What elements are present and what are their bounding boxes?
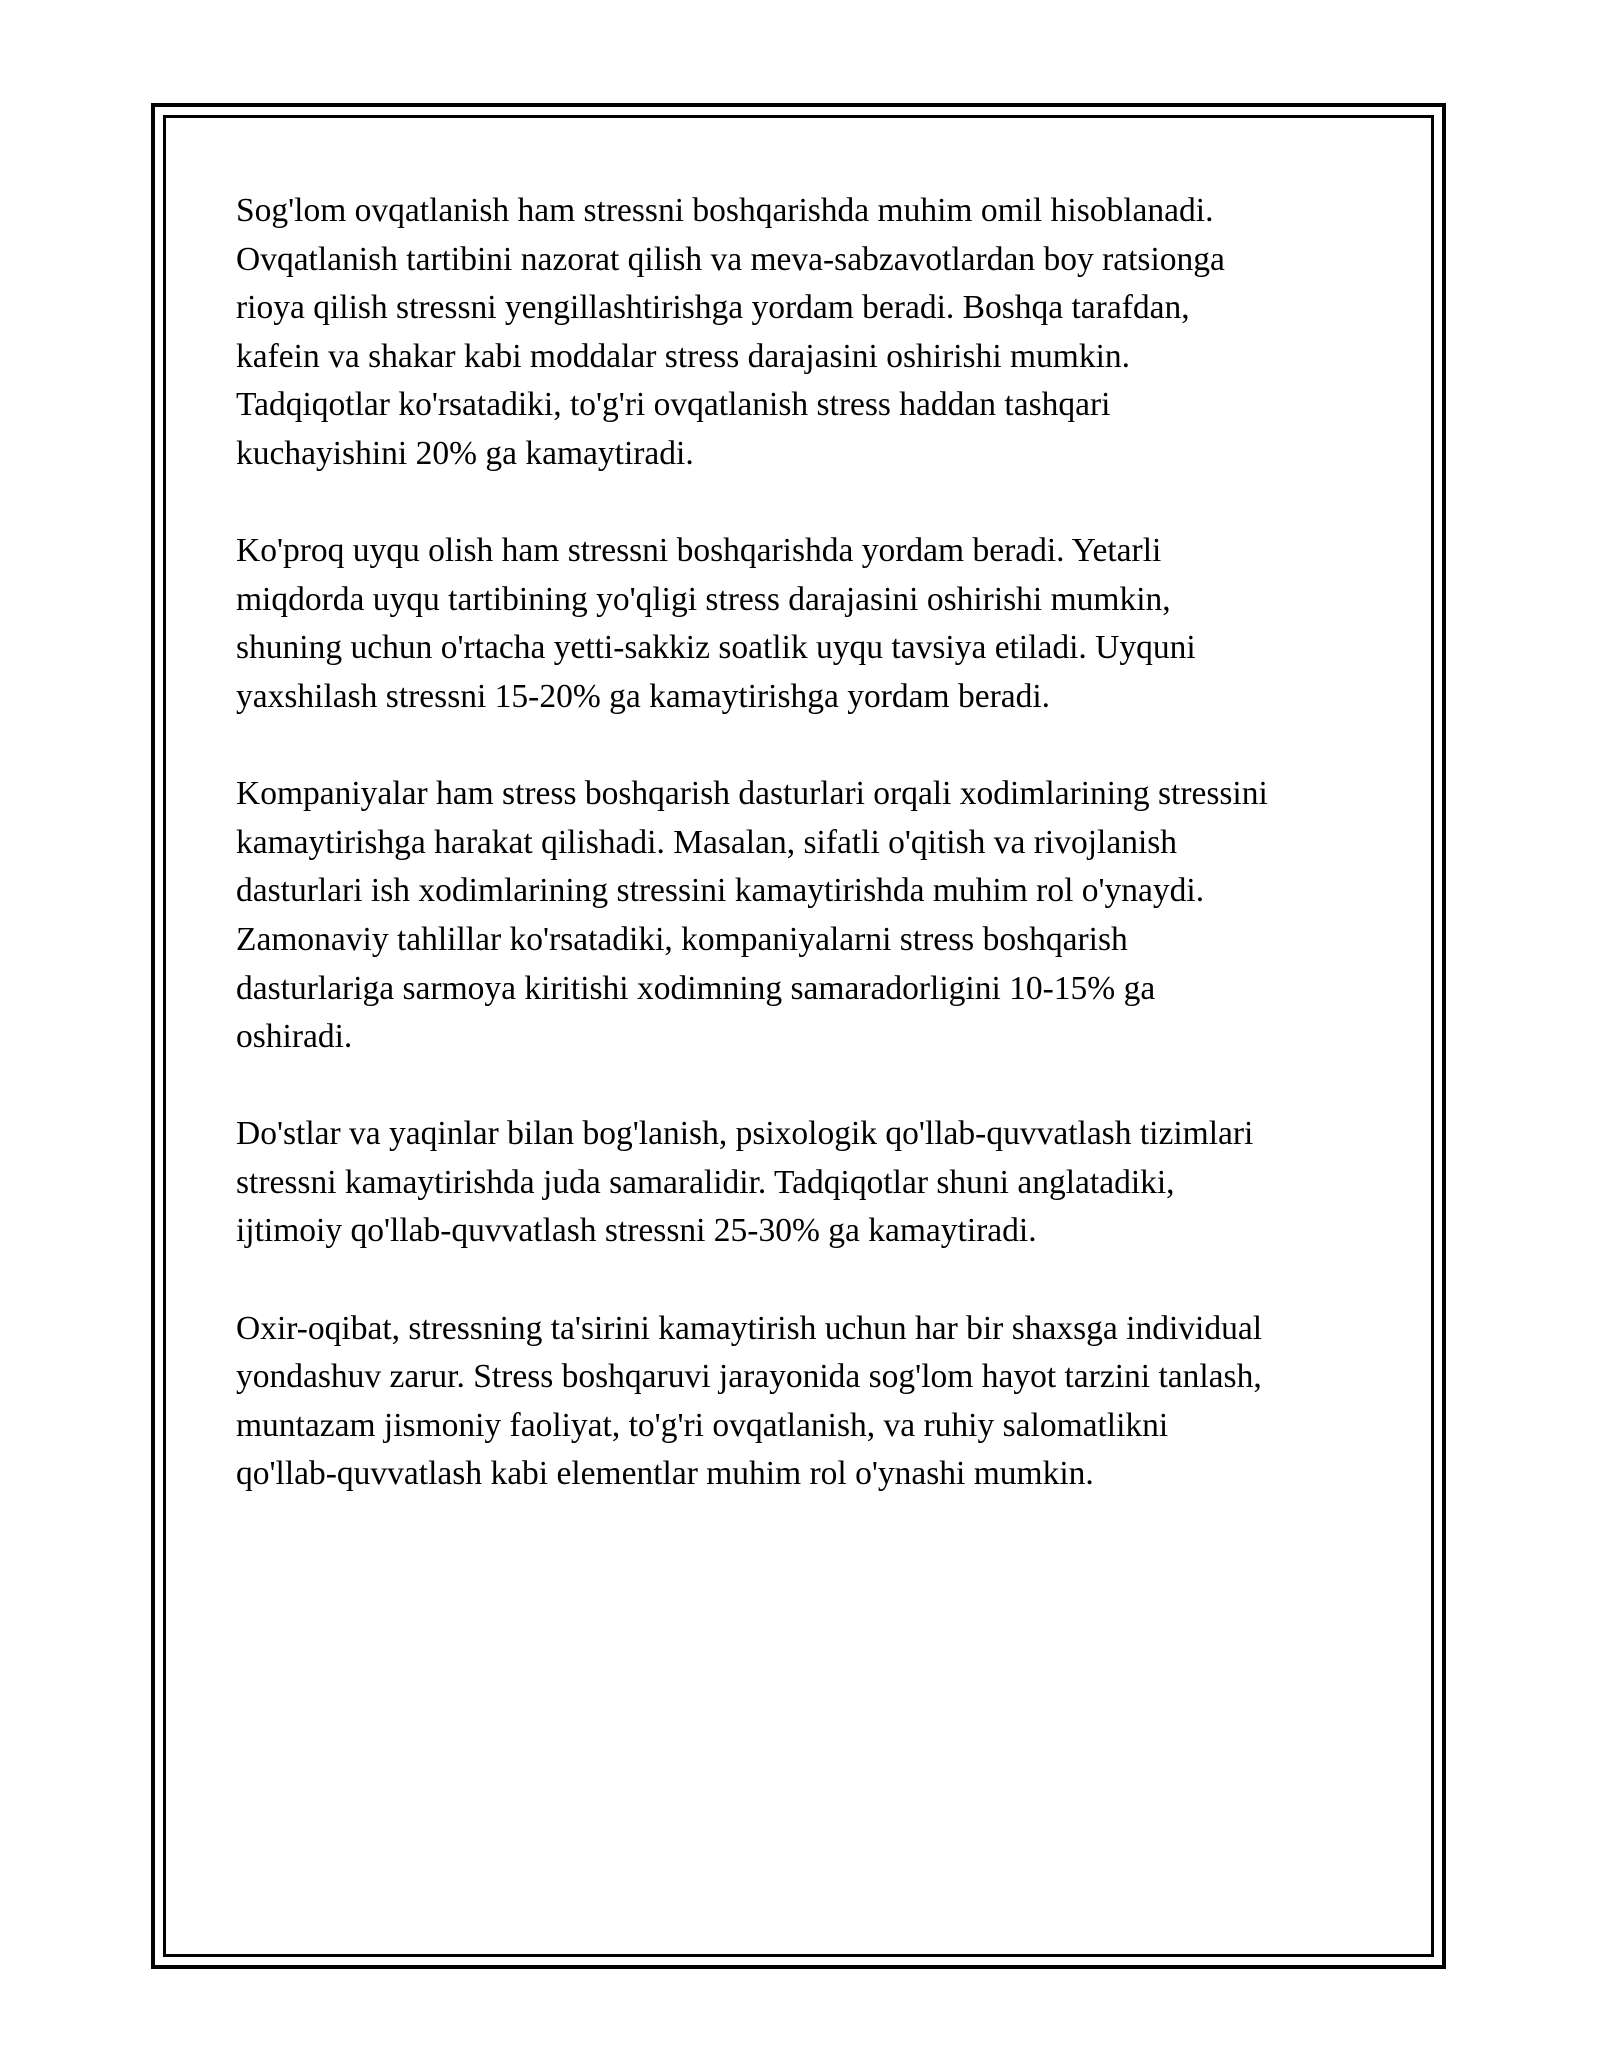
paragraph-social-support bbox=[236, 1110, 1386, 1256]
paragraph-companies bbox=[236, 770, 1386, 1062]
text-line: Oxir-oqibat, stressning ta'sirini kamaytirish uchun har bir shaxsga individual bbox=[236, 1309, 1263, 1347]
text-line: stressni kamaytirishda juda samaralidir. Tadqiqotlar shuni anglatadiki, bbox=[236, 1163, 1175, 1201]
text-line: qo'llab-quvvatlash kabi elementlar muhim rol o'ynashi mumkin. bbox=[236, 1455, 1094, 1493]
text-line: kamaytirishga harakat qilishadi. Masalan, sifatli o'qitish va rivojlanish bbox=[236, 823, 1178, 861]
text-line: dasturlari ish xodimlarining stressini kamaytirishda muhim rol o'ynaydi. bbox=[236, 872, 1205, 910]
text-line: kafein va shakar kabi moddalar stress darajasini oshirishi mumkin. bbox=[236, 337, 1131, 375]
text-line: Kompaniyalar ham stress boshqarish dasturlari orqali xodimlarining stressini bbox=[236, 775, 1268, 813]
text-line: Tadqiqotlar ko'rsatadiki, to'g'ri ovqatlanish stress haddan tashqari bbox=[236, 386, 1111, 424]
text-line: ijtimoiy qo'llab-quvvatlash stressni 25-30% ga kamaytiradi. bbox=[236, 1212, 1037, 1250]
paragraph-conclusion bbox=[236, 1305, 1386, 1499]
text-line: rioya qilish stressni yengillashtirishga yordam beradi. Boshqa tarafdan, bbox=[236, 289, 1190, 327]
paragraph-healthy-eating bbox=[236, 187, 1386, 479]
text-line: Ko'proq uyqu olish ham stressni boshqarishda yordam beradi. Yetarli bbox=[236, 532, 1162, 570]
document-body bbox=[236, 187, 1386, 1548]
text-line: yaxshilash stressni 15-20% ga kamaytirishga yordam beradi. bbox=[236, 677, 1051, 715]
text-line: yondashuv zarur. Stress boshqaruvi jarayonida sog'lom hayot tarzini tanlash, bbox=[236, 1358, 1262, 1396]
text-line: Do'stlar va yaqinlar bilan bog'lanish, psixologik qo'llab-quvvatlash tizimlari bbox=[236, 1115, 1254, 1153]
text-line: Zamonaviy tahlillar ko'rsatadiki, kompaniyalarni stress boshqarish bbox=[236, 920, 1128, 958]
text-line: oshiradi. bbox=[236, 1018, 353, 1056]
text-line: miqdorda uyqu tartibining yo'qligi stress darajasini oshirishi mumkin, bbox=[236, 580, 1171, 618]
text-line: Ovqatlanish tartibini nazorat qilish va meva-sabzavotlardan boy ratsionga bbox=[236, 240, 1225, 278]
text-line: dasturlariga sarmoya kiritishi xodimning samaradorligini 10-15% ga bbox=[236, 969, 1156, 1007]
paragraph-sleep bbox=[236, 527, 1386, 721]
text-line: Sog'lom ovqatlanish ham stressni boshqarishda muhim omil hisoblanadi. bbox=[236, 192, 1214, 229]
text-line: kuchayishini 20% ga kamaytiradi. bbox=[236, 434, 694, 472]
text-line: muntazam jismoniy faoliyat, to'g'ri ovqatlanish, va ruhiy salomatlikni bbox=[236, 1406, 1169, 1444]
text-line: shuning uchun o'rtacha yetti-sakkiz soatlik uyqu tavsiya etiladi. Uyquni bbox=[236, 629, 1196, 667]
